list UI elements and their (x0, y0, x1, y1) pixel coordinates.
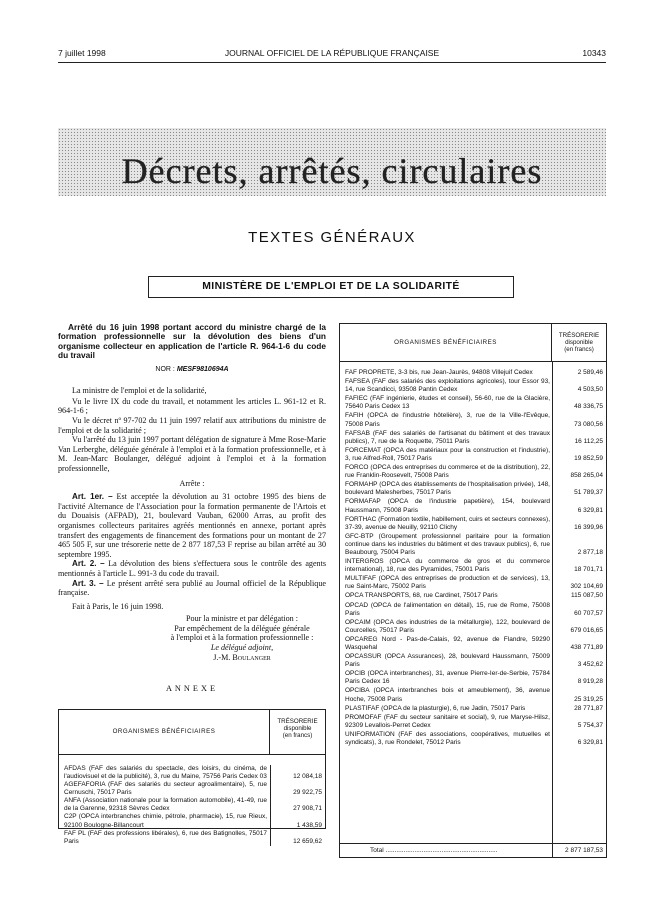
organisme-name: FAFSEA (FAF des salariés des exploitations agricoles), tour Essor 93, 14, rue Scandicci, 93508 Pantin Cedex (345, 378, 550, 394)
total-label: Total .............................................................. (370, 846, 498, 854)
header-tresorerie (269, 710, 325, 754)
organisme-name: AGEFAFORIA (FAF des salariés du secteur agroalimentaire), 5, rue Cernuschi, 75017 Paris (64, 781, 267, 797)
organisme-name: FORCEMAT (OPCA des matériaux pour la construction et l'industrie), 3, rue Alfred-Roll, 75017 Paris (345, 446, 550, 462)
article-3 (58, 579, 326, 598)
table-header (59, 710, 325, 755)
tresorerie-value: 302 104,69 (570, 583, 603, 591)
table-row (340, 533, 606, 557)
tresorerie-value: 73 080,56 (574, 420, 603, 428)
table-row (340, 731, 606, 747)
header-page-number: 10343 (582, 48, 606, 58)
column-divider (552, 361, 553, 857)
visa-paragraph: Vu l'arrêté du 13 juin 1997 portant délégation de signature à Mme Rose-Marie Van Lerberghe, déléguée générale à l'emploi et à la formation professionnelle, et à M. Jean-Marc Boulanger, délégué adjoint à l'emploi et à la formation professionnelle, (58, 435, 326, 473)
table-row (340, 447, 606, 463)
signature-line: Par empêchement de la déléguée générale (174, 623, 310, 633)
table-row (340, 619, 606, 635)
annexe-label: ANNEXE (165, 684, 219, 694)
visa-paragraph: Vu le livre IX du code du travail, et notamment les articles L. 961-12 et R. 964-1-6 ; (58, 396, 326, 416)
header-unit: (en francs) (282, 732, 313, 740)
total-label-text: Total (370, 846, 384, 854)
article-text: Est acceptée la dévolution au 31 octobre 1995 des biens de l'activité Alternance de l'Association pour la formation permanente de l'Artois et du Douaisis (AFPAD), 21, boulevard Vauban, 62000 Arras, au profit des organismes collecteurs paritaires agréés mentionnés en annexe, portant après transfert des engagements de financement des formations pour un montant de 27 465 505 F, sur une trésorerie nette de 2 877 187,53 F reprise au bilan arrêté au 30 septembre 1995. (58, 492, 326, 559)
table-row (340, 498, 606, 514)
organisme-name: FAF PROPRETE, 3-3 bis, rue Jean-Jaurès, 94808 Villejuif Cedex (345, 369, 533, 376)
nor-reference (58, 365, 326, 375)
tresorerie-value: 438 771,89 (570, 644, 603, 651)
tresorerie-value: 6 329,81 (577, 739, 603, 747)
header-tresorerie (551, 324, 606, 361)
visa-paragraph: La ministre de l'emploi et de la solidarité, (72, 386, 207, 396)
header-organismes: ORGANISMES BÉNÉFICIAIRES (112, 728, 216, 736)
organisme-name: FORCO (OPCA des entreprises du commerce et de la distribution), 22, rue Franklin-Roosevelt, 75008 Paris (345, 464, 550, 480)
table-row (59, 797, 325, 813)
tresorerie-value: 3 452,62 (577, 661, 603, 669)
table-row (340, 653, 606, 669)
signature-line: à l'emploi et à la formation professionnelle : (170, 633, 314, 643)
table-body (59, 755, 325, 846)
header-journal-title: JOURNAL OFFICIEL DE LA RÉPUBLIQUE FRANÇAISE (224, 48, 440, 58)
banner-title: Décrets, arrêtés, circulaires (121, 151, 543, 191)
organisme-name: FAFIH (OPCA de l'industrie hôtelière), 3, rue de la Ville-l'Evêque, 75008 Paris (345, 412, 550, 428)
article-text: La dévolution des biens s'effectuera sous le contrôle des agents mentionnés à l'article L. 991-3 du code du travail. (58, 559, 326, 578)
organisme-name: FAFSAB (FAF des salariés de l'artisanat du bâtiment et des travaux publics), 7, rue de la Roquette, 75011 Paris (345, 429, 550, 445)
tresorerie-value: 60 707,57 (574, 609, 603, 617)
table-row (340, 592, 606, 600)
annexe-table-left (58, 709, 326, 845)
table-row (340, 412, 606, 428)
organisme-name: ANFA (Association nationale pour la formation automobile), 41-49, rue de la Garenne, 92318 Sèvres Cedex (64, 797, 267, 813)
organisme-name: OPCIBA (OPCA interbranches bois et ameublement), 36, avenue Hoche, 75008 Paris (345, 687, 550, 703)
section-title: TEXTES GÉNÉRAUX (248, 229, 416, 246)
tresorerie-value: 2 589,46 (577, 369, 603, 376)
organisme-name: PLASTIFAF (OPCA de la plasturgie), 6, rue Jadin, 75017 Paris (345, 704, 526, 712)
table-row (340, 575, 606, 591)
header-rule (58, 62, 606, 63)
page-header (58, 48, 606, 62)
header-organismes: ORGANISMES BÉNÉFICIAIRES (394, 339, 497, 346)
table-row (340, 481, 606, 497)
total-value: 2 877 187,53 (565, 846, 603, 854)
header-unit: (en francs) (564, 346, 594, 354)
article-label: Art. 3. – (72, 578, 104, 588)
signature-line: J.-M. Boulanger (213, 652, 271, 662)
tresorerie-value: 8 919,28 (577, 678, 603, 686)
tresorerie-value: 48 336,75 (574, 403, 603, 411)
tresorerie-value: 2 877,18 (577, 548, 603, 556)
organisme-name: PROMOFAF (FAF du secteur sanitaire et social), 9, rue Maryse-Hilsz, 92309 Levallois-Perret Cedex (345, 713, 550, 729)
organisme-name: OPCASSUR (OPCA Assurances), 28, boulevard Haussmann, 75009 Paris (345, 653, 550, 669)
header-date: 7 juillet 1998 (58, 48, 106, 58)
nor-value: MESF9810694A (176, 365, 229, 373)
header-disponible: disponible (565, 339, 593, 347)
header-tresorerie-title: TRÉSORERIE (277, 717, 318, 725)
organisme-name: FORMAFAP (OPCA de l'industrie papetière), 154, boulevard Haussmann, 75008 Paris (345, 498, 550, 514)
table-body (340, 362, 606, 747)
tresorerie-value: 5 754,37 (577, 721, 603, 729)
organisme-name: UNIFORMATION (FAF des associations, coopératives, mutuelles et syndicats), 3, rue Rondelet, 75012 Paris (345, 730, 550, 747)
tresorerie-value: 12 084,18 (270, 765, 325, 781)
table-row (340, 687, 606, 703)
table-row (59, 765, 325, 781)
tresorerie-value: 51 789,37 (574, 489, 603, 497)
tresorerie-value: 16 112,25 (574, 437, 603, 445)
table-row (59, 813, 325, 829)
header-disponible: disponible (283, 725, 312, 733)
tresorerie-value: 12 659,62 (270, 830, 325, 846)
tresorerie-value: 19 852,59 (574, 454, 603, 462)
left-column (58, 322, 326, 845)
tresorerie-value: 16 399,96 (574, 523, 603, 531)
tresorerie-value: 115 087,50 (570, 592, 603, 600)
article-1 (58, 492, 326, 559)
article-text: Le présent arrêté sera publié au Journal officiel de la République française. (58, 578, 326, 598)
organisme-name: OPCIB (OPCA interbranches), 31, avenue Pierre-Ier-de-Serbie, 75784 Paris Cedex 16 (345, 670, 550, 686)
table-row (340, 516, 606, 532)
visa-paragraph: Vu le décret nº 97-702 du 11 juin 1997 relatif aux attributions du ministre de l'emploi et de la solidarité ; (58, 416, 326, 435)
table-row (59, 781, 325, 797)
organisme-name: AFDAS (FAF des salariés du spectacle, des loisirs, du cinéma, de l'audiovisuel et de la publicité), 3, rue du Maine, 75756 Paris Cedex 03 (64, 764, 267, 780)
table-row (340, 670, 606, 686)
organisme-name: OPCAIM (OPCA des industries de la métallurgie), 122, boulevard de Courcelles, 75017 Paris (345, 618, 550, 634)
total-rule (340, 843, 606, 844)
total-row (340, 847, 606, 855)
table-row (340, 395, 606, 411)
tresorerie-value: 1 438,59 (270, 813, 325, 829)
organisme-name: C2P (OPCA interbranches chimie, pétrole, pharmacie), 15, rue Rieux, 92100 Boulogne-Billancourt (64, 813, 267, 829)
signed-line: Fait à Paris, le 16 juin 1998. (72, 601, 164, 611)
tresorerie-value: 4 503,50 (577, 386, 603, 394)
table-row (340, 602, 606, 618)
organisme-name: FAF PL (FAF des professions libérales), 6, rue des Batignolles, 75017 Paris (64, 829, 267, 845)
tresorerie-value: 27 908,71 (270, 797, 325, 813)
table-row (59, 830, 325, 846)
tresorerie-value: 6 329,81 (577, 506, 603, 514)
organisme-name: OPCA TRANSPORTS, 68, rue Cardinet, 75017 Paris (345, 592, 498, 600)
table-row (340, 558, 606, 574)
annexe-table-right (339, 323, 607, 858)
table-row (340, 705, 606, 713)
organisme-name: OPCAREG Nord - Pas-de-Calais, 92, avenue de Flandre, 59290 Wasquehal (345, 635, 550, 651)
organisme-name: INTERGROS (OPCA du commerce de gros et du commerce international), 18, rue des Pyramides, 75001 Paris (345, 558, 550, 574)
tresorerie-value: 18 701,71 (574, 566, 603, 574)
organisme-name: FORMAHP (OPCA des établissements de l'hospitalisation privée), 148, boulevard Malesherbes, 75017 Paris (345, 481, 550, 497)
tresorerie-value: 29 922,75 (270, 781, 325, 797)
signature-line: Le délégué adjoint, (210, 643, 274, 653)
organisme-name: FAFIEC (FAF ingénierie, études et conseil), 56-60, rue de la Glacière, 75640 Paris Cedex 13 (345, 395, 550, 411)
organisme-name: FORTHAC (Formation textile, habillement, cuirs et secteurs connexes), 37-39, avenue de Neuilly, 92110 Clichy (345, 515, 550, 531)
header-tresorerie-title: TRÉSORERIE (558, 332, 600, 339)
table-row (340, 636, 606, 652)
table-row (340, 430, 606, 446)
ministry-box: MINISTÈRE DE L'EMPLOI ET DE LA SOLIDARITÉ (148, 276, 514, 298)
article-label: Art. 1er. – (72, 492, 113, 502)
nor-label: NOR : (155, 365, 177, 373)
article-2 (58, 559, 326, 578)
article-label: Art. 2. – (72, 559, 105, 569)
arrete-label: Arrête : (179, 478, 205, 488)
tresorerie-value: 858 265,04 (570, 472, 603, 480)
tresorerie-value: 28 771,87 (574, 704, 603, 712)
signature-line: Pour la ministre et par délégation : (186, 614, 298, 624)
organisme-name: GFC-BTP (Groupement professionnel paritaire pour la formation continue dans les industries du bâtiment et des travaux publics), 6, rue Beaubourg, 75004 Paris (345, 532, 550, 556)
table-row (340, 369, 606, 377)
table-row (340, 714, 606, 730)
organisme-name: MULTIFAF (OPCA des entreprises de production et de services), 13, rue Saint-Marc, 75002 Paris (345, 575, 550, 591)
organisme-name: OPCAD (OPCA de l'alimentation en détail), 15, rue de Rome, 75008 Paris (345, 601, 550, 617)
table-header (340, 324, 606, 362)
tresorerie-value: 25 319,25 (574, 695, 603, 703)
arrete-title: Arrêté du 16 juin 1998 portant accord du ministre chargé de la formation professionnelle sur la dévolution des biens d'un organisme collecteur en application de l'article R. 964-1-6 du code du travail (58, 322, 326, 361)
table-row (340, 464, 606, 480)
table-row (340, 378, 606, 394)
tresorerie-value: 679 016,65 (570, 626, 603, 634)
